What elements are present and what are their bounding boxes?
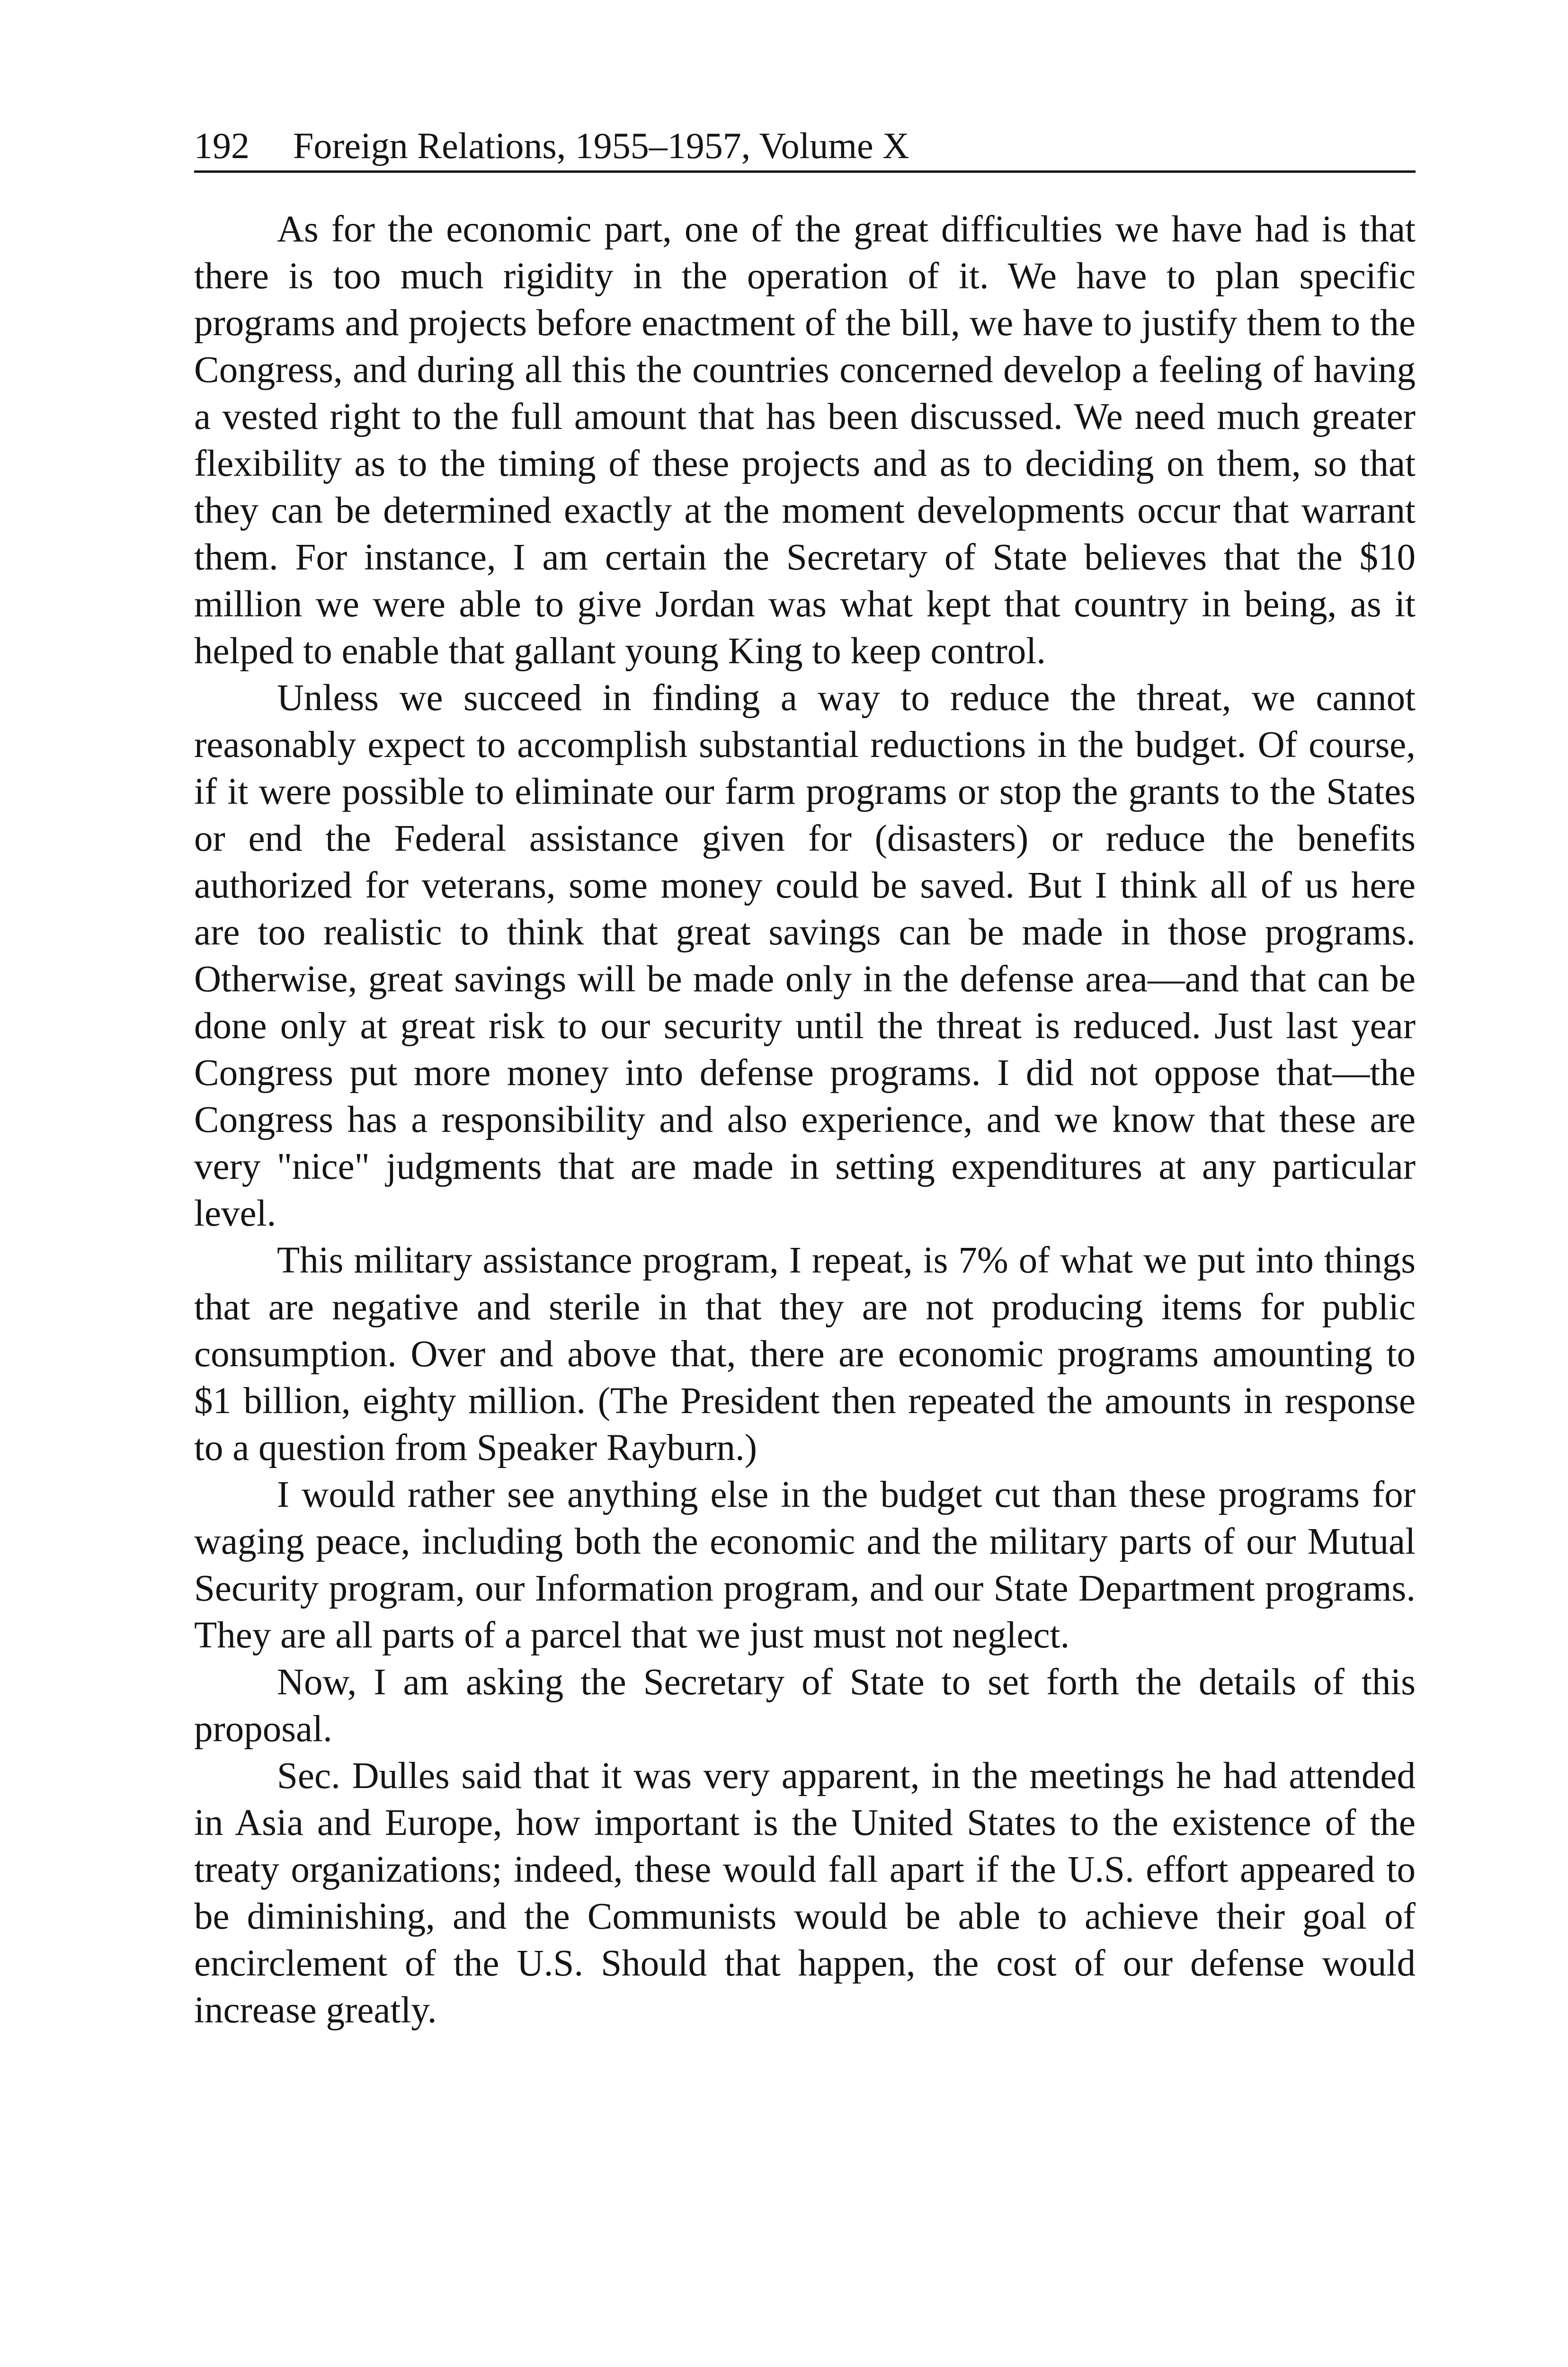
paragraph: This military assistance program, I repeat, is 7% of what we put into things that are negative and sterile in that they are not producing items for public consumption. Over and above that, there are economic programs amounting to $1 billion, eighty million. (The President then repeated the amounts in response to a question from Speaker Rayburn.) [194, 1240, 1416, 1468]
paragraph: As for the economic part, one of the great difficulties we have had is that there is too much rigidity in the operation of it. We have to plan specific programs and projects before enactment of the bill, we have to justify them to the Congress, and during all this the countries concerned develop a feeling of having a vested right to the full amount that has been discussed. We need much greater flexibility as to the timing of these projects and as to deciding on them, so that they can be determined exactly at the moment developments occur that warrant them. For instance, I am certain the Secretary of State believes that the $10 million we were able to give Jordan was what kept that country in being, as it helped to enable that gallant young King to keep control. [194, 209, 1416, 672]
running-header [194, 121, 1416, 173]
paragraph: I would rather see anything else in the budget cut than these programs for waging peace, including both the economic and the military parts of our Mutual Security program, our Information program, and our State Department programs. They are all parts of a parcel that we just must not neglect. [194, 1474, 1416, 1656]
body-text [194, 206, 1416, 2034]
paragraph: Now, I am asking the Secretary of State to set forth the details of this proposal. [194, 1662, 1416, 1750]
page-number: 192 [194, 125, 249, 166]
paragraph: Unless we succeed in finding a way to reduce the threat, we cannot reasonably expect to accomplish substantial reductions in the budget. Of course, if it were possible to eliminate our farm programs or stop the grants to the States or end the Federal assistance given for (disasters) or reduce the benefits authorized for veterans, some money could be saved. But I think all of us here are too realistic to think that great savings can be made in those programs. Otherwise, great savings will be made only in the defense area—and that can be done only at great risk to our security until the threat is reduced. Just last year Congress put more money into defense programs. I did not oppose that—the Congress has a responsibility and also experience, and we know that these are very "nice" judgments that are made in setting expenditures at any particular level. [194, 677, 1416, 1234]
paragraph: Sec. Dulles said that it was very apparent, in the meetings he had attended in Asia and Europe, how important is the United States to the existence of the treaty organizations; indeed, these would fall apart if the U.S. effort appeared to be diminishing, and the Communists would be able to achieve their goal of encirclement of the U.S. Should that happen, the cost of our defense would increase greatly. [194, 1755, 1416, 2031]
header-title: Foreign Relations, 1955–1957, Volume X [293, 125, 909, 166]
